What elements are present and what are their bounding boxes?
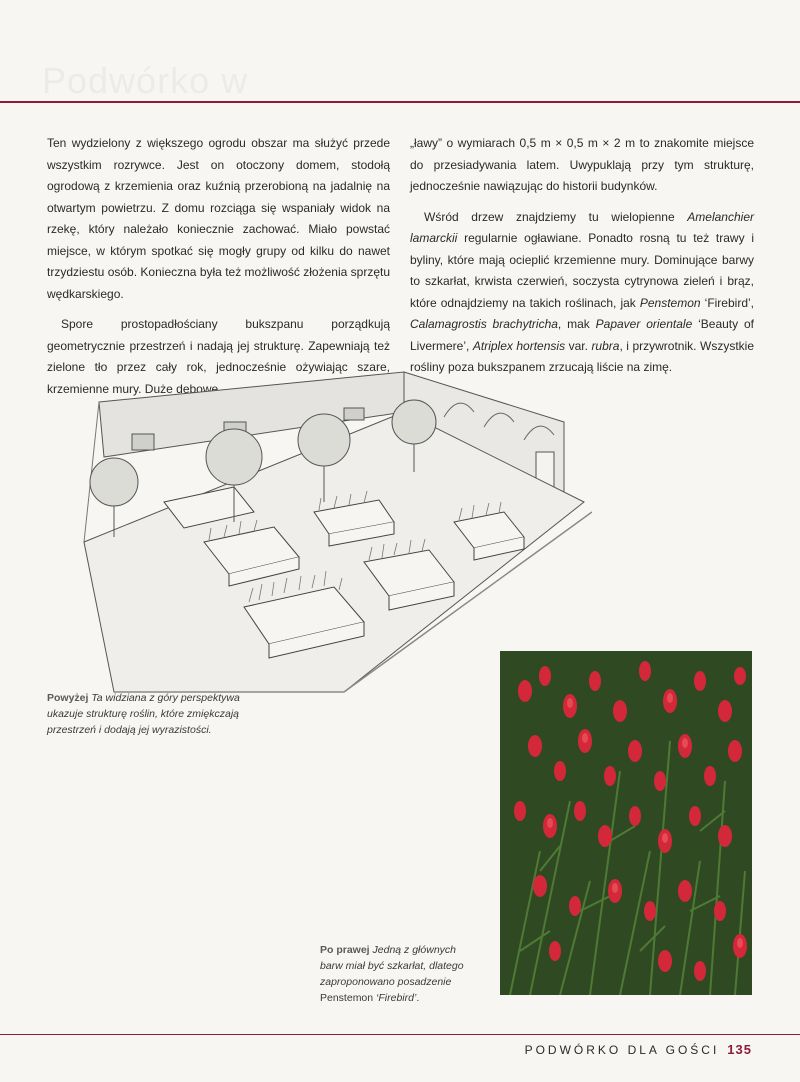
paragraph: Ten wydzielony z większego ogrodu obszar ma służyć przede wszystkim rozrywce. Jest on otoczony domem, stodołą ogrodową z krzemienia oraz kuźnią przerobioną na jadalnię na otwartym powietrzu. Z domu rozciąga się wspaniały widok na rzekę, który należało koniecznie zachować. Miało powstać miejsce, w którym spotkać się mogły grupy od kilku do nawet trzydziestu osób. Konieczna była też możliwość złożenia sprzętu wędkarskiego. <box>47 136 390 301</box>
paragraph: „ławy” o wymiarach 0,5 m × 0,5 m × 2 m to znakomite miejsce do przesiadywania latem. Uwypuklają przy tym strukturę, jednocześnie nawiązując do historii budynków. <box>410 136 754 193</box>
header-rule <box>0 101 800 103</box>
page-number: 135 <box>727 1042 752 1057</box>
footer-rule <box>0 1034 800 1035</box>
caption-drawing: Powyżej Ta widziana z góry perspektywa ukazuje strukturę roślin, które zmiękczają przestrzeń i dodają jej wyrazistości. <box>47 692 240 736</box>
section-title: PODWÓRKO DLA GOŚCI <box>524 1043 720 1057</box>
caption-photo: Po prawej Jedną z głównych barw miał być szkarłat, dlatego zaproponowano posadzenie Penstemon ‘Firebird’. <box>320 944 464 1004</box>
paragraph: Spore prostopadłościany bukszpanu porządkują geometrycznie przestrzeń i nadają jej strukturę. Zapewniają też zielone tło przez cały rok, jednocześnie ożywiając szare, krzemienne mury. Duże dębowe <box>47 317 390 396</box>
ghost-title: Podwórko w <box>42 60 249 101</box>
right-column <box>410 133 754 388</box>
penstemon-photo <box>500 651 752 995</box>
paragraph: Wśród drzew znajdziemy tu wielopienne Amelanchier lamarckii regularnie ogławiane. Ponadto rosną tu też trawy i byliny, które mają ocieplić krzemienne mury. Dominujące barwy to szkarłat, krwista czerwień, soczysta cytrynowa zieleń i brąz, które odnajdziemy na takich roślinach, jak Penstemon ‘Firebird’, Calamagrostis brachytricha, mak Papaver orientale ‘Beauty of Livermere’, Atriplex hortensis var. rubra, i przywrotnik. Wszystkie rośliny poza bukszpanem zrzucają liście na zimę. <box>410 209 755 374</box>
page-footer <box>525 1042 752 1057</box>
